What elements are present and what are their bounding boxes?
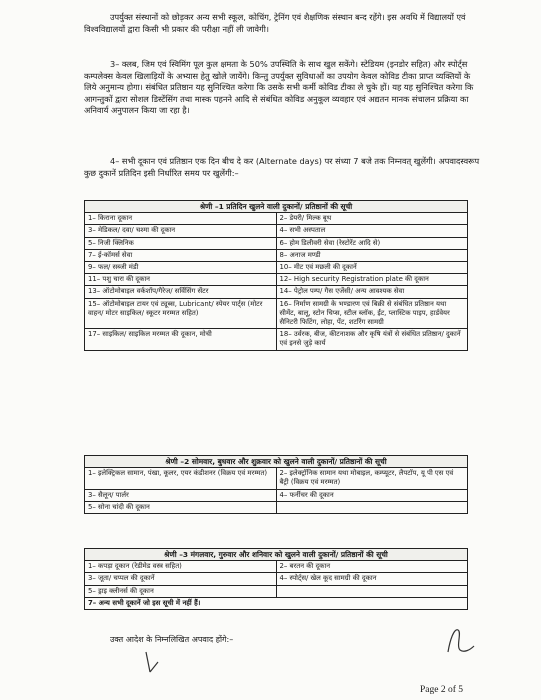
table-cell: 9– फल/ सब्जी मंडी [85,262,277,274]
table-row [85,585,468,597]
table-cell: 2– डेयरी/ मिल्क बूथ [276,213,468,225]
signature-mark [440,620,480,660]
table-cell: 14– पेट्रोल पम्प/ गैस एजेंसी/ अन्य आवश्यक सेवा [276,286,468,298]
table-cell: 2– बरतन की दूकान [276,561,468,573]
table-header: श्रेणी –1 प्रतिदिन खुलने वाली दुकानों/ प्रतिष्ठानों की सूची [85,201,468,213]
paragraph-institutions: उपर्युक्त संस्थानों को छोड़कर अन्य सभी स्कूल, कोचिंग, ट्रेनिंग एवं शैक्षणिक संस्थान बन्द रहेंगे। इस अवधि में विद्यालयों एवं विश्वविद्यालयों द्वारा किसी भी प्रकार की परीक्षा नहीं ली जावेगी। [84,12,466,34]
table-cell: 16– निर्माण सामग्री के भण्डारण एवं बिक्री से संबंधित प्रतिष्ठान यथा सीमेंट, बालू, स्टोन चिप्स, स्टील ब्लॉक, ईंट, प्लास्टिक पाइप, हार्डवेयर सैनिटरी फिटिंग, लोहा, पेंट, शटरिंग सामग्री [276,298,468,329]
table-header: श्रेणी –2 सोमवार, बुधवार और शुक्रवार को खुलने वाली दुकानों/ प्रतिष्ठानों की सूची [85,456,468,468]
table-cell: 3– मेडिकल/ दवा/ चश्मा की दूकान [85,225,277,237]
table-row [85,468,468,489]
table-row [85,274,468,286]
table-cell [276,501,468,513]
table-row [85,213,468,225]
table-cell: 5– निजी क्लिनिक [85,237,277,249]
table-row [85,329,468,350]
table-row [85,597,468,609]
table-row [85,286,468,298]
table-cell: 3– जूता/ चप्पल की दूकानें [85,573,277,585]
table-cell: 8– अनाज मण्डी [276,249,468,261]
category-1-table [84,200,468,351]
table-cell: 5– ड्राइ क्लीनर्स की दूकान [85,585,277,597]
table-row [85,237,468,249]
table-cell: 4– फर्नीचर की दूकान [276,489,468,501]
table-cell: 11– पशु चारा की दूकान [85,274,277,286]
table-cell: 6– होम डिलीवरी सेवा (रेस्टोरेंट आदि से) [276,237,468,249]
table-row [85,501,468,513]
table-cell: 3– सैलून/ पार्लर [85,489,277,501]
table-header-row [85,549,468,561]
table-cell: 17– साइकिल/ साइकिल मरम्मत की दूकान, मोची [85,329,277,350]
category-3-table [84,548,468,610]
table-cell [276,585,468,597]
table-row [85,225,468,237]
table-row [85,249,468,261]
table-header: श्रेणी –3 मंगलवार, गुरुवार और शनिवार को खुलने वाली दुकानों/ प्रतिष्ठानों की सूची [85,549,468,561]
exceptions-heading: उक्त आदेश के निम्नलिखित अपवाद होंगे:– [110,635,234,644]
table-cell: 12– High security Registration plate की दूकान [276,274,468,286]
table-cell: 18– उर्वरक, बीज, कीटनाशक और कृषि यंत्रों से संबंधित प्रतिष्ठान/ दुकानें एवं इनसे जुड़े कार्य [276,329,468,350]
table-header-row [85,456,468,468]
handwritten-mark [140,648,164,676]
table-row [85,561,468,573]
table-cell: 1– किराना दूकान [85,213,277,225]
table-row [85,573,468,585]
table-row [85,298,468,329]
table-cell: 1– इलेक्ट्रिकल सामान, पंखा, कूलर, एयर कंडीशनर (विक्रय एवं मरम्मत) [85,468,277,489]
table-row [85,489,468,501]
table-cell: 2– इलेक्ट्रॉनिक सामान यथा मोबाइल, कम्प्यूटर, लैपटॉप, यू पी एस एवं बैट्री (विक्रय एवं मरम्मत) [276,468,468,489]
paragraph-shops-timing: 4– सभी दूकान एवं प्रतिष्ठान एक दिन बीच दे कर (Alternate days) पर संध्या 7 बजे तक निम्नवत् खुलेंगी। अपवादस्वरूप कुछ दुकानें प्रतिदिन इसी निर्धारित समय पर खुलेंगी:– [84,156,480,178]
table-cell-full: 7– अन्य सभी दूकानें जो इस सूची में नहीं हैं। [85,597,468,609]
paragraph-clubs-gyms: 3– क्लब, जिम एवं स्विमिंग पूल कुल क्षमता के 50% उपस्थिति के साथ खुल सकेंगे। स्टेडियम (इनडोर सहित) और स्पोर्ट्स कम्पलेक्स केवल खिलाड़ियों के अभ्यास हेतु खोले जायेंगे। किन्तु उपर्युक्त सुविधाओं का उपयोग केवल कोविड टीका प्राप्त व्यक्तियों के लिये अनुमान्य होगा। संबंधित प्रतिष्ठान यह सुनिश्चित करेगा कि उसके सभी कर्मी कोविड टीका ले चुके हों। यह यह सुनिश्चित करेगा कि आगन्तुकों द्वारा सोशल डिस्टेंसिंग तथा मास्क पहनने आदि से संबंधित कोविड अनुकूल व्यवहार एवं अद्यतन मानक संचालन प्रक्रिया का अनिवार्य अनुपालन किया जा रहा है। [84,59,474,116]
page-number: Page 2 of 5 [420,685,464,695]
table-header-row [85,201,468,213]
table-cell: 4– सभी अस्पताल [276,225,468,237]
table-cell: 4– स्पोर्ट्स/ खेल कूद सामग्री की दूकान [276,573,468,585]
table-cell: 5– सोना चांदी की दूकान [85,501,277,513]
table-cell: 13– ऑटोमोबाइल वर्कशॉप/गैरेज/ सर्विसिंग सेंटर [85,286,277,298]
table-cell: 15– ऑटोमोबाइल टायर एवं ट्यूब्स, Lubricant/ स्पेयर पार्ट्स (मोटर वाहन/ मोटर साइकिल/ स्कूटर मरम्मत सहित) [85,298,277,329]
category-2-table [84,455,468,514]
table-cell: 7– ई-कॉमर्स सेवा [85,249,277,261]
table-row [85,262,468,274]
table-cell: 1– कपड़ा दूकान (रेडीमेड वस्त्र सहित) [85,561,277,573]
table-cell: 10– मीट एवं मछली की दूकानें [276,262,468,274]
